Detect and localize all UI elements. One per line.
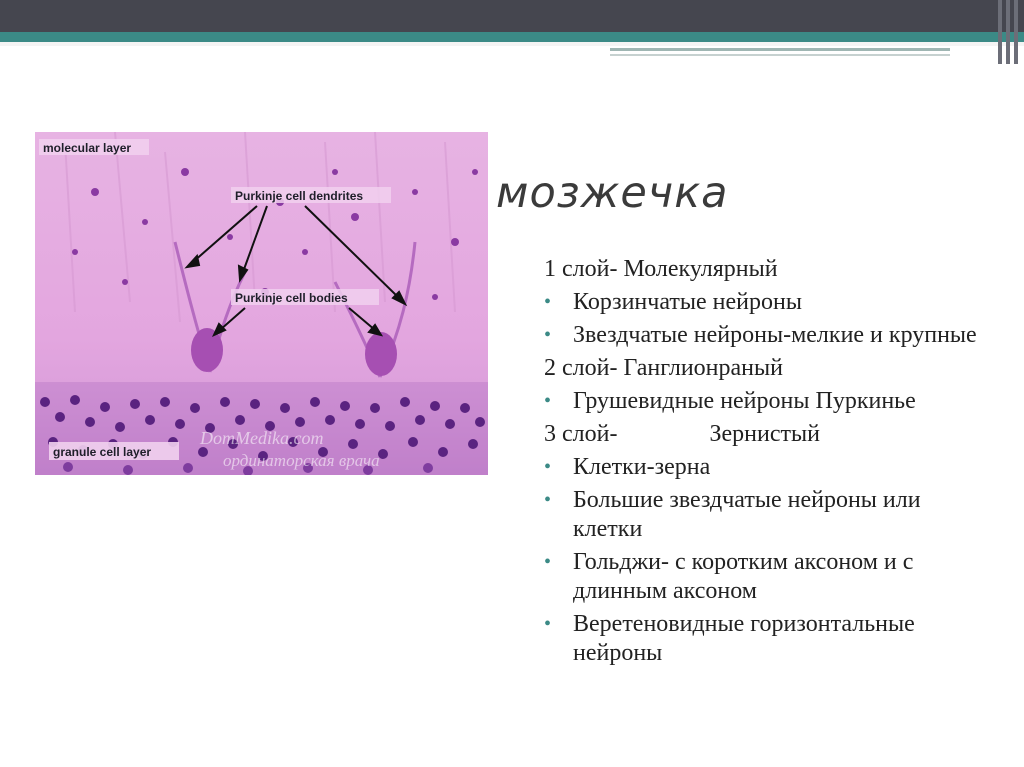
bullet-icon: •	[544, 324, 552, 346]
bullet-icon: •	[544, 489, 552, 511]
layer-1-heading: 1 слой- Молекулярный	[544, 256, 778, 282]
layers-list	[544, 255, 984, 672]
list-item: • Звездчатые нейроны-мелкие и крупные	[544, 322, 977, 348]
header-stripe-thin	[610, 54, 950, 56]
layer-2-heading: 2 слой- Ганглионраный	[544, 355, 783, 381]
header-teal-band	[0, 32, 1024, 42]
bullet-icon: •	[544, 613, 552, 635]
list-item: • Корзинчатые нейроны	[544, 289, 802, 315]
label-granule-layer: granule cell layer	[53, 445, 152, 459]
header-stripe	[610, 48, 950, 51]
list-item: • Гольджи- с коротким аксоном и с длинным аксоном	[544, 549, 914, 604]
label-purkinje-bodies: Purkinje cell bodies	[235, 291, 348, 305]
watermark-line-1: DomMedika.com	[200, 428, 324, 448]
list-item: • Грушевидные нейроны Пуркинье	[544, 388, 916, 414]
slide-title: мозжечка	[496, 168, 729, 218]
list-item: • Большие звездчатые нейроны или клетки	[544, 487, 921, 542]
watermark-line-2: ординаторская врача	[223, 451, 380, 470]
bullet-icon: •	[544, 390, 552, 412]
label-molecular-layer: molecular layer	[43, 141, 132, 155]
corner-bar	[998, 0, 1002, 64]
label-purkinje-dendrites: Purkinje cell dendrites	[235, 189, 364, 203]
list-item: • Веретеновидные горизонтальные нейроны	[544, 611, 915, 666]
corner-bar	[1006, 0, 1010, 64]
bullet-icon: •	[544, 551, 552, 573]
bullet-icon: •	[544, 456, 552, 478]
layer-3-heading: 3 слой- Зернистый	[544, 421, 820, 447]
header-dark-band	[0, 0, 1024, 32]
corner-bar	[1014, 0, 1018, 64]
bullet-icon: •	[544, 291, 552, 313]
header-light-band	[0, 42, 1024, 46]
cerebellum-micrograph	[35, 132, 488, 475]
list-item: • Клетки-зерна	[544, 454, 711, 480]
